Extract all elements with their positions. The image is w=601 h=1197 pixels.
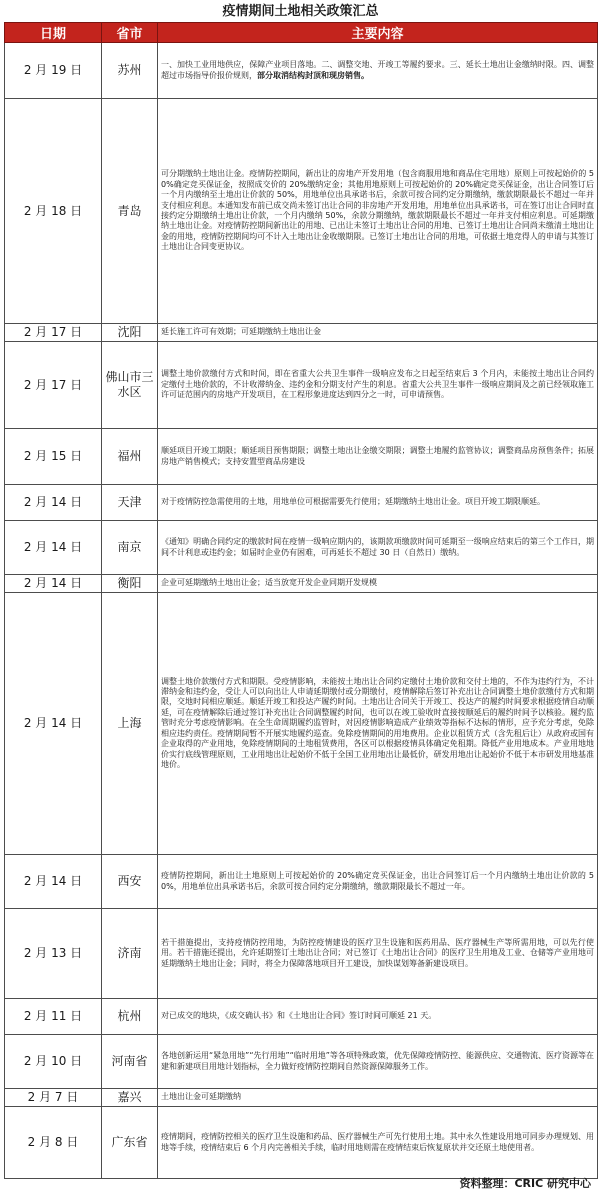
table-row — [5, 521, 598, 575]
row-date: 2 月 15 日 — [5, 429, 102, 485]
row-date: 2 月 8 日 — [5, 1107, 102, 1179]
source-footer: 资料整理：CRIC 研究中心 — [459, 1177, 591, 1190]
table-header-row — [5, 23, 598, 43]
row-city: 杭州 — [102, 999, 158, 1035]
row-content: 若干措施提出，支持疫情防控用地，为防控疫情建设的医疗卫生设施和医药用品、医疗器械生产等所需用地，可以先行使用。若干措施还提出，允许延期签订土地出让合同；对已签订《土地出让合同》的医疗卫生用地及工业、仓储等产业用地可延期缴纳土地出让金；同时，将全力保障落地项目开工建设，加快谋划筹备新建设项目。 — [158, 909, 598, 999]
row-date: 2 月 18 日 — [5, 99, 102, 324]
row-city: 衡阳 — [102, 575, 158, 593]
row-date: 2 月 14 日 — [5, 575, 102, 593]
row-date: 2 月 17 日 — [5, 324, 102, 342]
table-row — [5, 324, 598, 342]
row-city: 南京 — [102, 521, 158, 575]
row-content: 对于疫情防控急需使用的土地，用地单位可根据需要先行使用；延期缴纳土地出让金。项目开竣工期限顺延。 — [158, 485, 598, 521]
row-date: 2 月 7 日 — [5, 1089, 102, 1107]
row-content — [158, 43, 598, 99]
row-content-emphasis: 部分取消结构封顶和现房销售。 — [257, 70, 369, 80]
row-date: 2 月 19 日 — [5, 43, 102, 99]
table-row — [5, 429, 598, 485]
table-row — [5, 575, 598, 593]
row-content: 疫情防控期间，新出让土地原则上可按起始价的 20%确定竞买保证金，出让合同签订后一个月内缴纳土地出让价款的 50%，用地单位出具承诺书后，余款可按合同约定分期缴纳，缴款期限最长不超过一年。 — [158, 855, 598, 909]
column-header-content: 主要内容 — [158, 23, 598, 43]
page-title: 疫情期间土地相关政策汇总 — [222, 4, 379, 19]
row-date: 2 月 11 日 — [5, 999, 102, 1035]
table-row — [5, 1035, 598, 1089]
row-city: 苏州 — [102, 43, 158, 99]
table-row — [5, 999, 598, 1035]
row-content-text: 一、加快工业用地供应，保障产业项目落地。二、调整交地、开竣工等履约要求。三、延长土地出让金缴纳时限。四、调整超过市场指导价报价规则， — [161, 60, 594, 80]
row-content: 疫情期间，疫情防控相关的医疗卫生设施和药品、医疗器械生产可先行使用土地。其中永久性建设用地可同步办理规划、用地等手续，疫情结束后 6 个月内完善相关手续，临时用地则需在疫情结束后恢复原状并交还原土地使用者。 — [158, 1107, 598, 1179]
row-content: 《通知》明确合同约定的缴款时间在疫情一级响应期内的，该期款项缴款时间可延期至一级响应结束后的第三个工作日，期间不计利息或违约金；如届时企业仍有困难，可再延长不超过 30 日（自然日）缴纳。 — [158, 521, 598, 575]
row-city: 青岛 — [102, 99, 158, 324]
row-city: 沈阳 — [102, 324, 158, 342]
table-row — [5, 342, 598, 429]
row-content: 各地创新运用“紧急用地”“先行用地”“临时用地”等各项特殊政策，优先保障疫情防控、能源供应、交通物流、医疗资源等在建和新建项目用地计划指标，全力做好疫情防控期间自然资源保障服务工作。 — [158, 1035, 598, 1089]
row-content: 调整土地价款缴付方式和期限。受疫情影响，未能按土地出让合同约定缴付土地价款和交付土地的，不作为违约行为，不计滞纳金和违约金，受让人可以向出让人申请延期缴付或分期缴付，疫情解除后签订补充出让合同调整土地价款缴付方式和期限，交地时间相应顺延。顺延开竣工和投达产履约时间。土地出让合同关于开竣工、投达产的履约时间要求根据疫情自动顺延，可在疫情解除后通过签订补充出让合同调整履约时间，也可以在竣工验收时直接按顺延后的履约时间予以核验。履约监管时充分考虑疫情影响。在全生命周期履约监管时，对因疫情影响造成产业绩效等指标不达标的情形，应予充分考虑，免除相应违约责任。疫情期间暂不开展实地履约巡查。免除疫情期间的用地费用。企业以租赁方式（含先租后让）从政府或国有企业取得的产业用地，免除疫情期间的土地租赁费用，各区可以根据疫情具体确定免租期。降低产业用地成本。产业用地地价实行底线管理原则，工业用地出让起始价不低于全国工业用地出让最低价，研发用地出让起始价不低于本市研发用地基准地价。 — [158, 593, 598, 855]
row-city: 济南 — [102, 909, 158, 999]
row-content: 顺延项目开竣工期限；顺延项目预售期限；调整土地出让金缴交期限；调整土地履约监管协议；调整商品房预售条件；拓展房地产销售模式；支持安置型商品房建设 — [158, 429, 598, 485]
table-row — [5, 485, 598, 521]
row-date: 2 月 17 日 — [5, 342, 102, 429]
table-row — [5, 909, 598, 999]
row-city: 上海 — [102, 593, 158, 855]
row-date: 2 月 14 日 — [5, 593, 102, 855]
row-city: 广东省 — [102, 1107, 158, 1179]
row-content: 可分期缴纳土地出让金。疫情防控期间，新出让的房地产开发用地（包含商服用地和商品住宅用地）原则上可按起始价的 50%确定竞买保证金，按照成交价的 20%缴纳定金；其他用地原则上可按起始价的 20%确定竞买保证金，出让合同签订后一个月内缴纳至土地出让价款的 50%，用地单位出具承诺书后，余款可按合同约定分期缴纳，缴款期限最长不超过一年并支付相应利息。本通知发布前已成交尚未签订出让合同的非房地产开发用地，用地单位出具承诺书，可在签订出让合同时直接约定分期缴纳土地出让价款，一个月内缴纳 50%，余款分期缴纳，缴款期限最长不超过一年并支付相应利息。可延期缴纳土地出让金。对疫情防控期间新出让的用地、已出让未签订土地出让合同的用地、已签订土地出让合同尚未缴清土地出让金的用地，疫情防控期间均可不计入土地出让金收缴期限。已签订土地出让合同的用地，可依据土地竞得人的申请与其签订土地出让合同变更协议。 — [158, 99, 598, 324]
policy-table — [4, 22, 598, 1179]
table-row — [5, 43, 598, 99]
row-city: 佛山市三水区 — [102, 342, 158, 429]
row-content: 对已成交的地块，《成交确认书》和《土地出让合同》签订时间可顺延 21 天。 — [158, 999, 598, 1035]
row-content: 延长施工许可有效期；可延期缴纳土地出让金 — [158, 324, 598, 342]
row-date: 2 月 14 日 — [5, 521, 102, 575]
row-city: 河南省 — [102, 1035, 158, 1089]
row-date: 2 月 10 日 — [5, 1035, 102, 1089]
row-content: 调整土地价款缴付方式和时间，即在省重大公共卫生事件一级响应发布之日起至结束后 3 个月内，未能按土地出让合同约定缴付土地价款的，不计收滞纳金、违约金和分期支付产生的利息。省重大公共卫生事件一级响应期间及之前已经领取施工许可证范围内的房地产开发项目，在工程形象进度达到四分之一时，可申请预售。 — [158, 342, 598, 429]
column-header-date: 日期 — [5, 23, 102, 43]
row-content: 土地出让金可延期缴纳 — [158, 1089, 598, 1107]
row-date: 2 月 13 日 — [5, 909, 102, 999]
table-row — [5, 1089, 598, 1107]
table-row — [5, 593, 598, 855]
row-city: 福州 — [102, 429, 158, 485]
row-date: 2 月 14 日 — [5, 485, 102, 521]
table-row — [5, 99, 598, 324]
row-city: 天津 — [102, 485, 158, 521]
row-date: 2 月 14 日 — [5, 855, 102, 909]
row-city: 西安 — [102, 855, 158, 909]
table-row — [5, 855, 598, 909]
column-header-city: 省市 — [102, 23, 158, 43]
table-row — [5, 1107, 598, 1179]
row-content: 企业可延期缴纳土地出让金；适当放宽开发企业同期开发规模 — [158, 575, 598, 593]
row-city: 嘉兴 — [102, 1089, 158, 1107]
